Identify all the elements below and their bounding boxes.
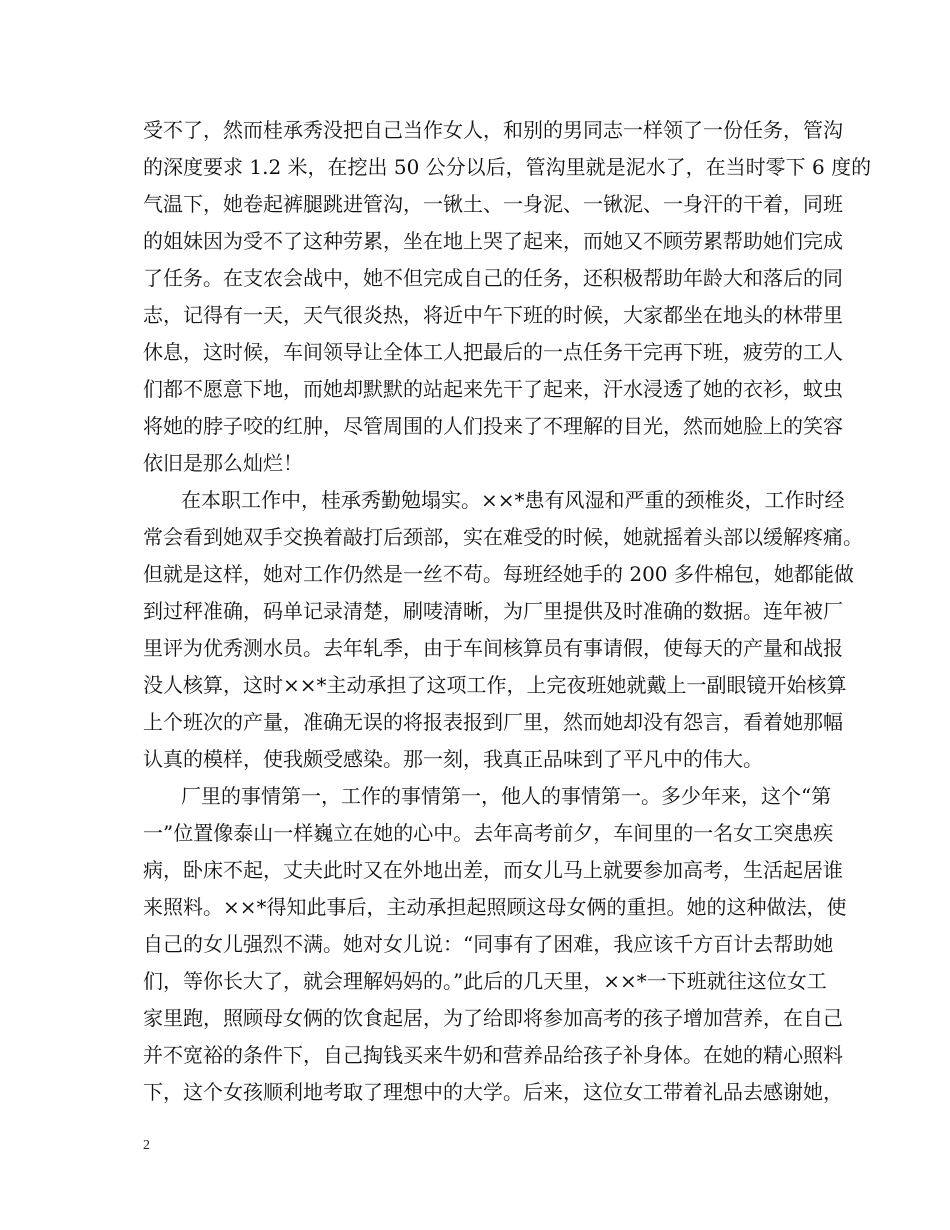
text-line: 家里跑，照顾母女俩的饮食起居，为了给即将参加高考的孩子增加营养，在自己 (143, 1006, 843, 1030)
text-line: 认真的模样，使我颇受感染。那一刻，我真正品味到了平凡中的伟大。 (143, 747, 763, 771)
text-line: 但就是这样，她对工作仍然是一丝不苟。每班经她手的 200 多件棉包，她都能做 (143, 562, 854, 586)
text-line: 将她的脖子咬的红肿，尽管周围的人们投来了不理解的目光，然而她脸上的笑容 (143, 414, 843, 438)
text-line: 并不宽裕的条件下，自己掏钱买来牛奶和营养品给孩子补身体。在她的精心照料 (143, 1043, 843, 1067)
text-line: 了任务。在支农会战中，她不但完成自己的任务，还积极帮助年龄大和落后的同 (143, 266, 843, 290)
paragraph-start-line: 在本职工作中，桂承秀勤勉塌实。××*患有风湿和严重的颈椎炎，工作时经 (181, 488, 845, 512)
text-line: 里评为优秀测水员。去年轧季，由于车间核算员有事请假，使每天的产量和战报 (143, 636, 843, 660)
text-line: 的深度要求 1.2 米，在挖出 50 公分以后，管沟里就是泥水了，在当时零下 6 度的 (143, 155, 872, 179)
body-text (143, 112, 872, 1111)
paragraph-start-line: 厂里的事情第一，工作的事情第一，他人的事情第一。多少年来，这个“第 (181, 784, 832, 808)
text-line: 们，等你长大了，就会理解妈妈的。”此后的几天里，××*一下班就往这位女工 (143, 969, 827, 993)
text-line: 的姐妹因为受不了这种劳累，坐在地上哭了起来，而她又不顾劳累帮助她们完成 (143, 229, 843, 253)
text-line: 病，卧床不起，丈夫此时又在外地出差，而女儿马上就要参加高考，生活起居谁 (143, 858, 843, 882)
text-line: 志，记得有一天，天气很炎热，将近中午下班的时候，大家都坐在地头的林带里 (143, 303, 843, 327)
text-line: 常会看到她双手交换着敲打后颈部，实在难受的时候，她就摇着头部以缓解疼痛。 (143, 525, 863, 549)
text-line: 一”位置像泰山一样巍立在她的心中。去年高考前夕，车间里的一名女工突患疾 (143, 821, 834, 845)
text-line: 来照料。××*得知此事后，主动承担起照顾这母女俩的重担。她的这种做法，使 (143, 895, 847, 919)
text-line: 休息，这时候，车间领导让全体工人把最后的一点任务干完再下班，疲劳的工人 (143, 340, 843, 364)
text-line: 们都不愿意下地，而她却默默的站起来先干了起来，汗水浸透了她的衣衫，蚊虫 (143, 377, 843, 401)
text-line: 气温下，她卷起裤腿跳进管沟，一锹土、一身泥、一锹泥、一身汗的干着，同班 (143, 192, 843, 216)
text-line: 下，这个女孩顺利地考取了理想中的大学。后来，这位女工带着礼品去感谢她， (143, 1080, 843, 1104)
text-line: 受不了，然而桂承秀没把自己当作女人，和别的男同志一样领了一份任务，管沟 (143, 118, 843, 142)
text-line: 没人核算，这时××*主动承担了这项工作，上完夜班她就戴上一副眼镜开始核算 (143, 673, 847, 697)
page-number: 2 (143, 1138, 150, 1153)
text-line: 自己的女儿强烈不满。她对女儿说：“同事有了困难，我应该千方百计去帮助她 (143, 932, 834, 956)
text-line: 上个班次的产量，准确无误的将报表报到厂里，然而她却没有怨言，看着她那幅 (143, 710, 843, 734)
text-line: 依旧是那么灿烂！ (143, 451, 303, 475)
text-line: 到过秤准确，码单记录清楚，刷唛清晰，为厂里提供及时准确的数据。连年被厂 (143, 599, 843, 623)
